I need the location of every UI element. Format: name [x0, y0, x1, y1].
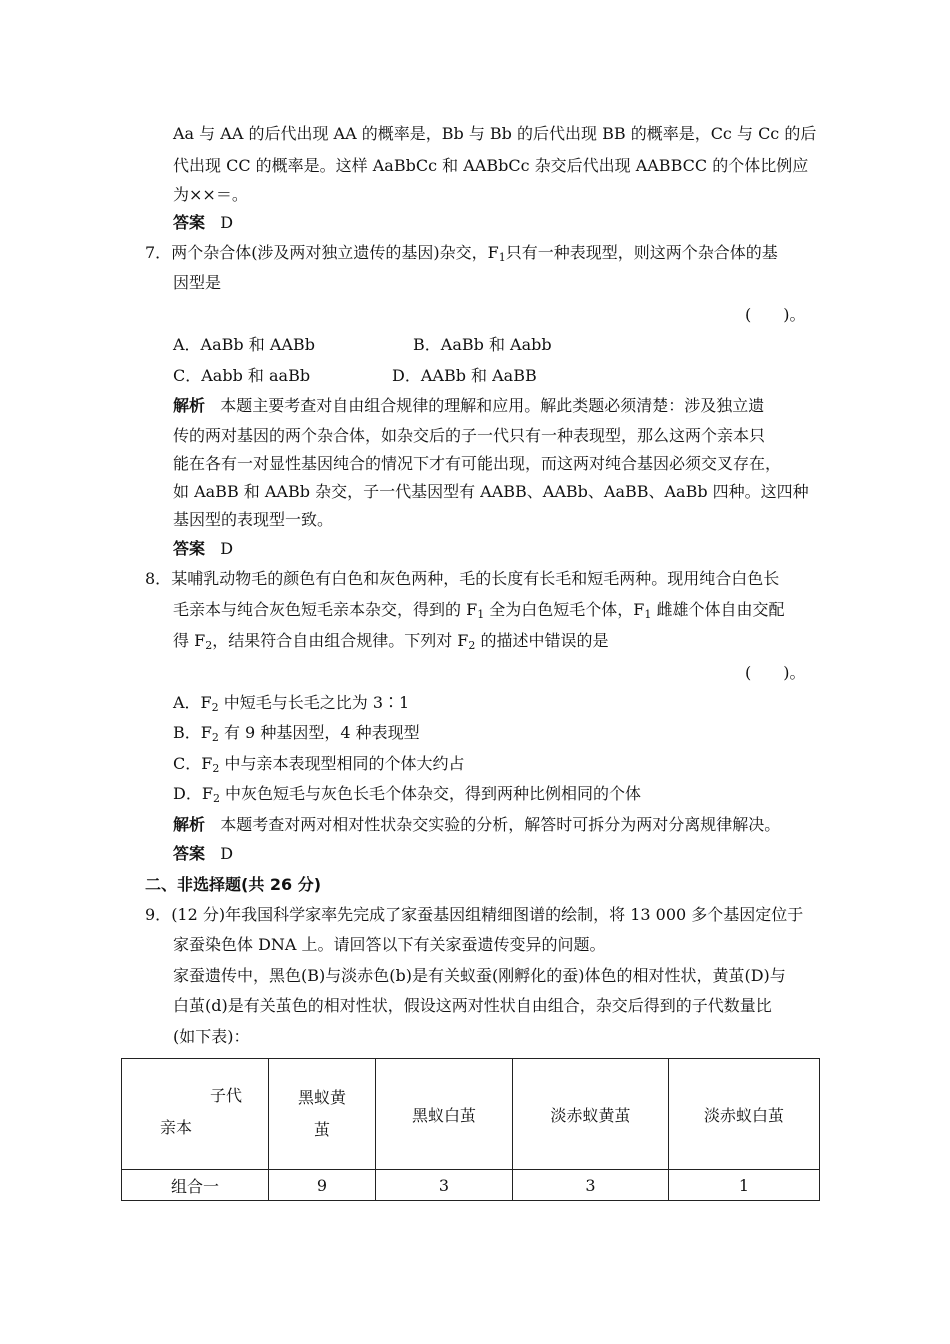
q7-option-b: B．AaBb 和 Aabb: [413, 335, 552, 354]
q9-para-line-3: (如下表)：: [173, 1027, 250, 1046]
q8-option-a: A．$F_2$ 中短毛与长毛之比为 3∶1: [173, 693, 410, 714]
q8-number: 8．: [145, 569, 172, 588]
q8-analysis-line-1: 解析 本题考查对两对相对性状杂交实验的分析，解答时可拆分为两对分离规律解决。: [173, 815, 781, 834]
table-header-cell: 黑蚁白茧: [376, 1059, 513, 1170]
q7-stem-line-2: 因型是: [173, 273, 222, 292]
q7-answer: [173, 538, 233, 560]
q8-stem-line-1: 8．某哺乳动物毛的颜色有白色和灰色两种，毛的长度有长毛和短毛两种。现用纯合白色长: [145, 569, 780, 588]
q7-answer-paren: ( )。: [745, 305, 806, 324]
table-header-row: [122, 1059, 820, 1170]
q7-analysis-line-5: 基因型的表现型一致。: [173, 510, 334, 529]
q7-option-a: A．AaBb 和 AABb: [173, 335, 315, 354]
table-cell: 3: [376, 1170, 513, 1201]
q9-stem-line-2: 家蚕染色体 DNA 上。请回答以下有关家蚕遗传变异的问题。: [173, 935, 606, 954]
q8-option-b: B．$F_2$ 有 9 种基因型，4 种表现型: [173, 723, 420, 744]
q7-analysis-line-2: 传的两对基因的两个杂合体，如杂交后的子一代只有一种表现型，那么这两个亲本只: [173, 426, 766, 445]
q8-stem-line-3: 得 $F_2$，结果符合自由组合规律。下列对 $F_2$ 的描述中错误的是: [173, 631, 609, 652]
table-cell: 3: [513, 1170, 669, 1201]
q7-number: 7．: [145, 243, 172, 262]
q7-analysis-line-1: 解析 本题主要考查对自由组合规律的理解和应用。解此类题必须清楚：涉及独立遗: [173, 396, 765, 415]
table-header-cell: 淡赤蚁白茧: [669, 1059, 820, 1170]
section-heading: 二、非选择题(共 26 分): [145, 875, 322, 894]
answer-value: D: [220, 213, 234, 232]
q7-analysis-line-3: 能在各有一对显性基因纯合的情况下才有可能出现，而这两对纯合基因必须交叉存在，: [173, 454, 782, 473]
analysis-label: 解析: [173, 815, 206, 834]
q8-option-c: C．$F_2$ 中与亲本表现型相同的个体大约占: [173, 754, 465, 775]
q8-answer: [173, 843, 233, 865]
answer-value: D: [220, 539, 234, 558]
table-row: [122, 1170, 820, 1201]
q7-option-c: C．Aabb 和 aaBb: [173, 366, 311, 385]
answer-value: D: [220, 844, 234, 863]
q8-stem-line-2: 毛亲本与纯合灰色短毛亲本杂交，得到的 $F_1$ 全为白色短毛个体，$F_1$ 雌雄个体自由交配: [173, 600, 785, 621]
intro-line-3: 为××＝。: [173, 185, 248, 204]
corner-bottom-label: 亲本: [160, 1118, 193, 1137]
answer-label: 答案: [173, 213, 206, 232]
answer-label: 答案: [173, 844, 206, 863]
row-label-cell: 组合一: [122, 1170, 269, 1201]
q9-para-line-1: 家蚕遗传中，黑色(B)与淡赤色(b)是有关蚁蚕(刚孵化的蚕)体色的相对性状，黄茧(D)与: [173, 966, 786, 985]
intro-answer: [173, 212, 233, 234]
q9-stem-line-1: 9．(12 分)年我国科学家率先完成了家蚕基因组精细图谱的绘制，将 13 000 多个基因定位于: [145, 905, 804, 924]
table-header-cell: 淡赤蚁黄茧: [513, 1059, 669, 1170]
table-cell: 9: [269, 1170, 376, 1201]
q7-stem-line-1: 7．两个杂合体(涉及两对独立遗传的基因)杂交，$F_1$只有一种表现型，则这两个杂合体的基: [145, 243, 778, 264]
q9-para-line-2: 白茧(d)是有关茧色的相对性状，假设这两对性状自由组合，杂交后得到的子代数量比: [173, 996, 772, 1015]
q7-analysis-line-4: 如 AaBB 和 AABb 杂交，子一代基因型有 AABB、AABb、AaBB、AaBb 四种。这四种: [173, 482, 809, 501]
q8-answer-paren: ( )。: [745, 663, 806, 682]
q9-number: 9．: [145, 905, 172, 924]
table-corner-cell: [122, 1059, 269, 1170]
table-cell: 1: [669, 1170, 820, 1201]
answer-label: 答案: [173, 539, 206, 558]
table-header-cell: 黑蚁黄 茧: [269, 1059, 376, 1170]
intro-line-1: Aa 与 AA 的后代出现 AA 的概率是，Bb 与 Bb 的后代出现 BB 的概率是，Cc 与 Cc 的后: [173, 124, 817, 143]
intro-line-2: 代出现 CC 的概率是。这样 AaBbCc 和 AABbCc 杂交后代出现 AABBCC 的个体比例应: [173, 156, 809, 175]
q8-option-d: D．$F_2$ 中灰色短毛与灰色长毛个体杂交，得到两种比例相同的个体: [173, 784, 642, 805]
q7-option-d: D．AABb 和 AaBB: [392, 366, 537, 385]
corner-top-label: 子代: [210, 1086, 243, 1105]
offspring-ratio-table: [121, 1058, 820, 1201]
analysis-label: 解析: [173, 396, 206, 415]
